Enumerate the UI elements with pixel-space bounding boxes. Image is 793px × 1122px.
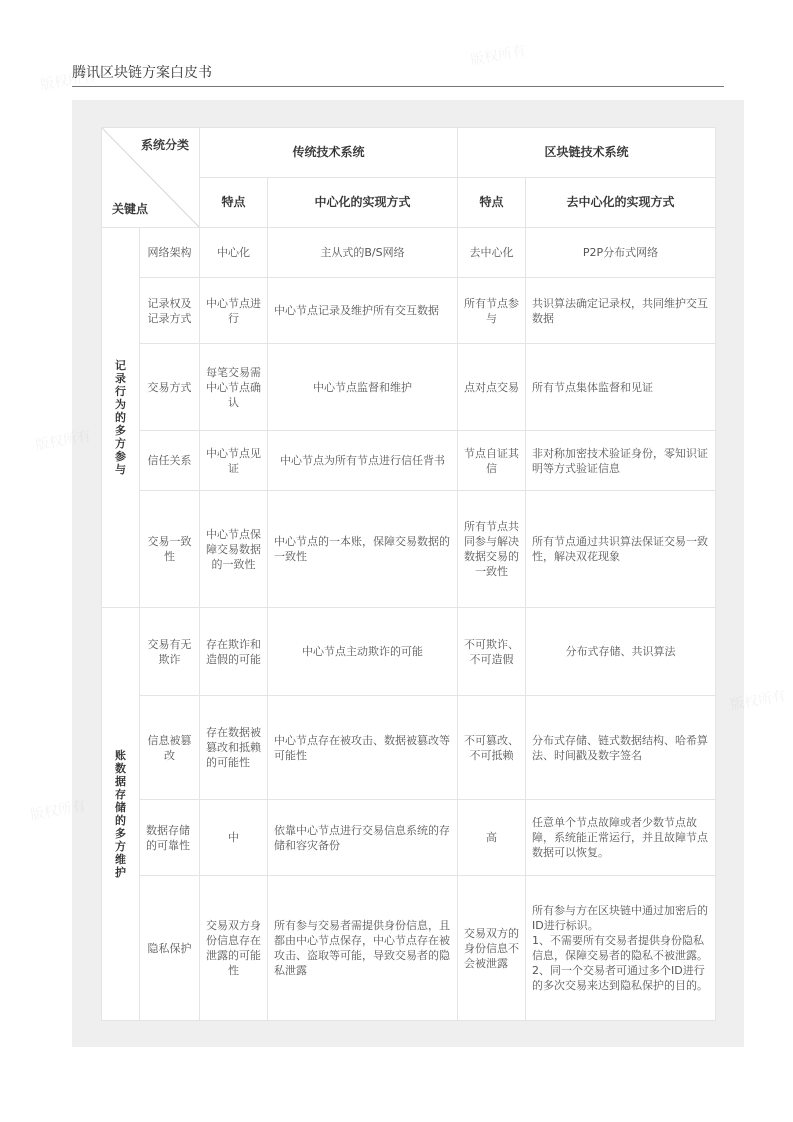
watermark: 版权所有 xyxy=(39,68,98,94)
table-row xyxy=(102,876,716,1021)
key-cell: 数据存储的可靠性 xyxy=(140,800,200,876)
category-label: 系统分类 xyxy=(140,138,189,152)
watermark: 版权所有 xyxy=(469,43,528,69)
bc-impl-cell: 分布式存储、共识算法 xyxy=(526,608,716,696)
bc-feature-cell: 所有节点共同参与解决数据交易的一致性 xyxy=(458,491,526,608)
bc-impl-cell: 所有参与方在区块链中通过加密后的ID进行标识。 1、不需要所有交易者提供身份隐私信息，保障交易者的隐私不被泄露。 2、同一个交易者可通过多个ID进行的多次交易来达到隐私保护的目的。 xyxy=(526,876,716,1021)
key-cell: 交易方式 xyxy=(140,344,200,431)
table-row xyxy=(102,491,716,608)
blockchain-system-header: 区块链技术系统 xyxy=(458,128,716,178)
trad-impl-cell: 所有参与交易者需提供身份信息，且都由中心节点保存，中心节点存在被攻击、盗取等可能，导致交易者的隐私泄露 xyxy=(268,876,458,1021)
bc-feature-cell: 不可篡改、不可抵赖 xyxy=(458,696,526,800)
trad-impl-cell: 中心节点为所有节点进行信任背书 xyxy=(268,431,458,491)
trad-feature-cell: 交易双方身份信息存在泄露的可能性 xyxy=(200,876,268,1021)
trad-feature-cell: 中心节点保障交易数据的一致性 xyxy=(200,491,268,608)
table-row xyxy=(102,278,716,344)
table-row xyxy=(102,228,716,278)
bc-impl-cell: P2P分布式网络 xyxy=(526,228,716,278)
watermark: 版权所有 xyxy=(29,798,88,824)
trad-impl-header: 中心化的实现方式 xyxy=(268,178,458,228)
key-cell: 信息被篡改 xyxy=(140,696,200,800)
bc-impl-cell: 所有节点通过共识算法保证交易一致性，解决双花现象 xyxy=(526,491,716,608)
bc-feature-header: 特点 xyxy=(458,178,526,228)
trad-impl-cell: 主从式的B/S网络 xyxy=(268,228,458,278)
group-label: 记录行为的多方参与 xyxy=(115,359,126,476)
bc-feature-cell: 所有节点参与 xyxy=(458,278,526,344)
key-cell: 信任关系 xyxy=(140,431,200,491)
key-cell: 交易有无欺诈 xyxy=(140,608,200,696)
bc-feature-cell: 节点自证其信 xyxy=(458,431,526,491)
group-cell xyxy=(102,608,140,1021)
trad-feature-cell: 中心节点进行 xyxy=(200,278,268,344)
bc-feature-cell: 不可欺诈、不可造假 xyxy=(458,608,526,696)
traditional-system-header: 传统技术系统 xyxy=(200,128,458,178)
trad-impl-cell: 依靠中心节点进行交易信息系统的存储和容灾备份 xyxy=(268,800,458,876)
table-row xyxy=(102,696,716,800)
trad-impl-cell: 中心节点存在被攻击、数据被篡改等可能性 xyxy=(268,696,458,800)
trad-impl-cell: 中心节点记录及维护所有交互数据 xyxy=(268,278,458,344)
bc-impl-cell: 所有节点集体监督和见证 xyxy=(526,344,716,431)
trad-feature-cell: 存在数据被篡改和抵赖的可能性 xyxy=(200,696,268,800)
watermark: 版权所有 xyxy=(34,428,93,454)
group-cell xyxy=(102,228,140,608)
bc-feature-cell: 交易双方的身份信息不会被泄露 xyxy=(458,876,526,1021)
bc-impl-cell: 任意单个节点故障或者少数节点故障，系统能正常运行，并且故障节点数据可以恢复。 xyxy=(526,800,716,876)
table-row xyxy=(102,800,716,876)
bc-impl-header: 去中心化的实现方式 xyxy=(526,178,716,228)
bc-impl-cell: 分布式存储、链式数据结构、哈希算法、时间戳及数字签名 xyxy=(526,696,716,800)
table-row xyxy=(102,344,716,431)
watermark: 版权所有 xyxy=(729,688,788,714)
trad-feature-cell: 存在欺诈和造假的可能 xyxy=(200,608,268,696)
key-cell: 交易一致性 xyxy=(140,491,200,608)
bc-feature-cell: 点对点交易 xyxy=(458,344,526,431)
header-row-top xyxy=(102,128,716,178)
trad-feature-cell: 中心化 xyxy=(200,228,268,278)
trad-impl-cell: 中心节点的一本账，保障交易数据的一致性 xyxy=(268,491,458,608)
table-row xyxy=(102,608,716,696)
comparison-table xyxy=(101,127,716,1021)
bc-impl-cell: 共识算法确定记录权，共同维护交互数据 xyxy=(526,278,716,344)
trad-feature-header: 特点 xyxy=(200,178,268,228)
document-title: 腾讯区块链方案白皮书 xyxy=(72,65,212,81)
bc-impl-cell: 非对称加密技术验证身份，零知识证明等方式验证信息 xyxy=(526,431,716,491)
trad-feature-cell: 中心节点见证 xyxy=(200,431,268,491)
key-cell: 网络架构 xyxy=(140,228,200,278)
table-row xyxy=(102,431,716,491)
key-cell: 记录权及记录方式 xyxy=(140,278,200,344)
trad-impl-cell: 中心节点监督和维护 xyxy=(268,344,458,431)
bc-feature-cell: 去中心化 xyxy=(458,228,526,278)
key-points-label: 关键点 xyxy=(112,202,149,216)
bc-feature-cell: 高 xyxy=(458,800,526,876)
trad-feature-cell: 每笔交易需中心节点确认 xyxy=(200,344,268,431)
group-label: 账数据存储的多方维护 xyxy=(115,749,126,879)
diagonal-header-cell xyxy=(102,128,200,228)
trad-feature-cell: 中 xyxy=(200,800,268,876)
trad-impl-cell: 中心节点主动欺诈的可能 xyxy=(268,608,458,696)
header-divider xyxy=(72,86,724,87)
key-cell: 隐私保护 xyxy=(140,876,200,1021)
